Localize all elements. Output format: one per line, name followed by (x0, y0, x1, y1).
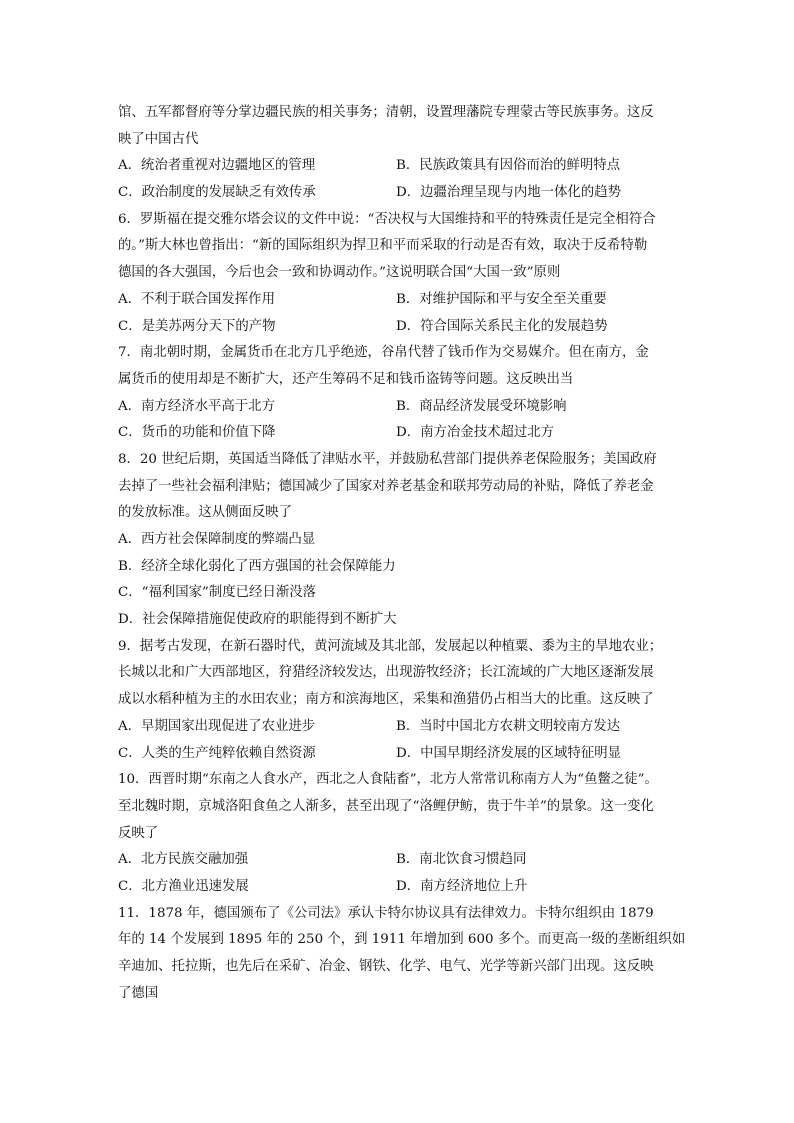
question-stem-line: 11．1878 年，德国颁布了《公司法》承认卡特尔协议具有法律效力。卡特尔组织由 1879 (118, 905, 654, 921)
option-row (118, 180, 688, 207)
question-11 (118, 901, 688, 1008)
question-list (118, 100, 688, 1007)
option-row (118, 741, 688, 768)
option-row (118, 394, 688, 421)
option-c: C．政治制度的发展缺乏有效传承 (118, 185, 316, 201)
option-b: B．南北饮食习惯趋同 (396, 852, 527, 868)
question-stem-line: 去掉了一些社会福利津贴；德国减少了国家对养老基金和联邦劳动局的补贴，降低了养老金 (118, 478, 654, 494)
option-a: A．早期国家出现促进了农业进步 (118, 718, 316, 734)
question-stem-line: 6．罗斯福在提交雅尔塔会议的文件中说：“否决权与大国维持和平的特殊责任是完全相符合 (118, 211, 656, 227)
option-d: D．社会保障措施促使政府的职能得到不断扩大 (118, 612, 397, 628)
option-b: B．商品经济发展受环境影响 (396, 398, 567, 414)
question-stem-line: 至北魏时期，京城洛阳食鱼之人渐多，甚至出现了“洛鲤伊鲂，贵于牛羊”的景象。这一变化 (118, 798, 654, 814)
option-row (118, 287, 688, 314)
option-d: D．符合国际关系民主化的发展趋势 (396, 318, 608, 334)
question-stem-line: 馆、五军都督府等分掌边疆民族的相关事务；清朝，设置理藩院专理蒙古等民族事务。这反 (118, 105, 654, 120)
option-a: A．南方经济水平高于北方 (118, 398, 275, 414)
question-stem-line: 属货币的使用却是不断扩大，还产生筹码不足和钱币盗铸等问题。这反映出当 (118, 371, 574, 387)
option-c: C．“福利国家”制度已经日渐没落 (118, 585, 317, 601)
question-stem-line: 9．据考古发现，在新石器时代，黄河流域及其北部，发展起以种植粟、黍为主的旱地农业； (118, 638, 663, 654)
question-6 (118, 207, 688, 340)
option-d: D．南方冶金技术超过北方 (396, 425, 555, 441)
question-10 (118, 767, 688, 900)
option-row (118, 420, 688, 447)
question-stem-line: 的发放标准。这从侧面反映了 (118, 505, 293, 521)
option-c: C．货币的功能和价值下降 (118, 425, 276, 441)
option-c: C．北方渔业迅速发展 (118, 878, 249, 894)
question-stem-line: 年的 14 个发展到 1895 年的 250 个，到 1911 年增加到 600 多个。而更高一级的垄断组织如 (118, 932, 686, 948)
option-row (118, 314, 688, 341)
question-stem-line: 辛迪加、托拉斯，也先后在采矿、冶金、钢铁、化学、电气、光学等新兴部门出现。这反映 (118, 959, 654, 974)
question-stem-line: 成以水稻种植为主的水田农业；南方和滨海地区，采集和渔猎仍占相当大的比重。这反映了 (118, 692, 654, 708)
option-c: C．人类的生产纯粹依赖自然资源 (118, 745, 316, 761)
option-b: B．民族政策具有因俗而治的鲜明特点 (396, 158, 621, 174)
option-d: D．中国早期经济发展的区域特征明显 (396, 745, 621, 761)
question-stem-line: 7．南北朝时期，金属货币在北方几乎绝迹，谷帛代替了钱币作为交易媒介。但在南方，金 (118, 345, 649, 361)
question-stem-line: 反映了 (118, 825, 159, 841)
option-a: A．不利于联合国发挥作用 (118, 291, 275, 307)
option-d: D．边疆治理呈现与内地一体化的趋势 (396, 185, 621, 201)
question-stem-line: 了德国 (118, 985, 159, 1001)
question-stem-line: 8．20 世纪后期，英国适当降低了津贴水平，并鼓励私营部门提供养老保险服务；美国政府 (118, 451, 657, 467)
option-a: A．统治者重视对边疆地区的管理 (118, 158, 316, 174)
option-row (118, 714, 688, 741)
option-b: B．当时中国北方农耕文明较南方发达 (396, 718, 621, 734)
option-c: C．是美苏两分天下的产物 (118, 318, 276, 334)
question-stem-line: 10．西晋时期“东南之人食水产，西北之人食陆畜”，北方人常常讥称南方人为“鱼鳖之徒”。 (118, 772, 658, 788)
option-row (118, 847, 688, 874)
question-9 (118, 634, 688, 767)
option-d: D．南方经济地位上升 (396, 878, 528, 894)
question-8 (118, 447, 688, 634)
question-5 (118, 100, 688, 207)
option-a: A．北方民族交融加强 (118, 852, 249, 868)
option-b: B．对维护国际和平与安全至关重要 (396, 291, 607, 307)
option-b: B．经济全球化弱化了西方强国的社会保障能力 (118, 558, 396, 574)
question-stem-line: 德国的各大强国，今后也会一致和协调动作。”这说明联合国“大国一致”原则 (118, 265, 561, 281)
question-7 (118, 340, 688, 447)
option-a: A．西方社会保障制度的弊端凸显 (118, 532, 316, 547)
question-stem-line: 的。”斯大林也曾指出：“新的国际组织为捍卫和平而采取的行动是否有效，取决于反希特勒 (118, 238, 648, 254)
question-stem-line: 映了中国古代 (118, 131, 199, 147)
question-stem-line: 长城以北和广大西部地区，狩猎经济较发达，出现游牧经济；长江流域的广大地区逐渐发展 (118, 665, 654, 681)
option-row (118, 874, 688, 901)
option-row (118, 153, 688, 180)
